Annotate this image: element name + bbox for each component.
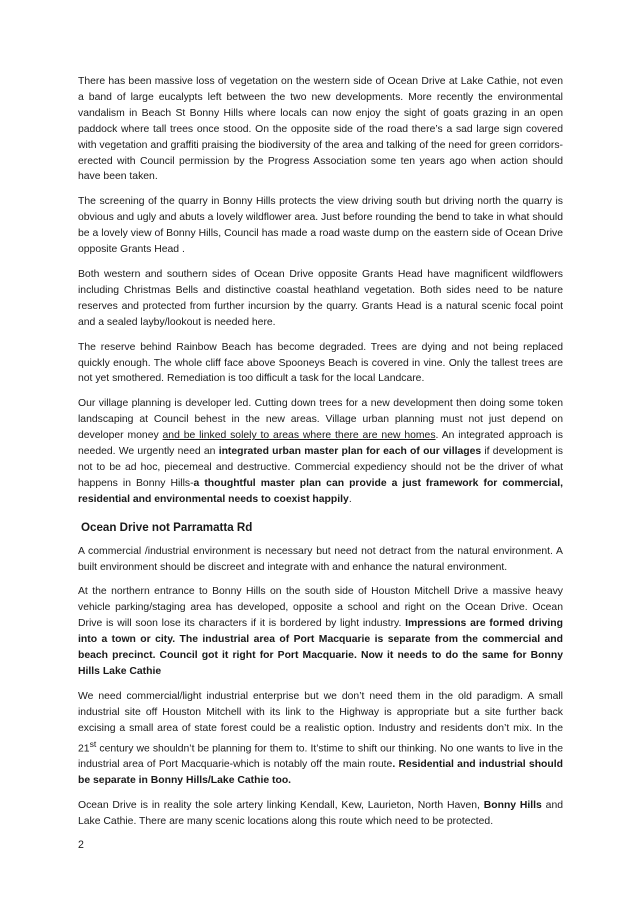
text-run: Our village planning is developer led. Cutting down trees for a new development then doing some token landscaping at Council behest in the new areas. Village urban planning must not just depend on developer money	[78, 398, 563, 442]
bold-text: . Residential and industrial should be separate in Bonny Hills/Lake Cathie too.	[78, 759, 563, 786]
bold-text: a thoughtful master plan can provide a just framework for commercial, residential and environmental needs to coexist happily	[78, 477, 563, 505]
paragraph-village-planning	[78, 396, 563, 507]
text-run: .	[348, 493, 352, 505]
paragraph-rainbow-beach: The reserve behind Rainbow Beach has become degraded. Trees are dying and not being replaced quickly enough. The whole cliff face above Spooneys Beach is covered in vine. Only the tallest trees are not yet smothered. Remediation is too difficult a task for the local Landcare.	[78, 341, 563, 385]
paragraph-ocean-drive-artery	[78, 798, 563, 830]
text-run: century we shouldn’t be planning for them to. It’stime to shift our thinking. No one wants to live in the industrial area of Port Macquarie-which is notably off the main route	[78, 743, 563, 770]
paragraph-grants-head: Both western and southern sides of Ocean Drive opposite Grants Head have magnificent wildflowers including Christmas Bells and distinctive coastal heathland vegetation. Both sides need to be nature reserves and protected from further incursion by the quarry. Grants Head is a natural scenic focal point and a sealed layby/lookout is needed here.	[78, 268, 563, 328]
document-body	[78, 74, 563, 830]
text-run: Ocean Drive is in reality the sole artery linking Kendall, Kew, Laurieton, North Haven,	[78, 799, 484, 811]
underlined-text: and be linked solely to areas where there are new homes	[162, 430, 436, 442]
paragraph-commercial-environment: A commercial /industrial environment is necessary but need not detract from the natural environment. A built environment should be discreet and integrate with and enhance the natural environment.	[78, 545, 563, 573]
section-heading: Ocean Drive not Parramatta Rd	[81, 520, 253, 534]
bold-text: Impressions are formed driving into a town or city. The industrial area of Port Macquarie is separate from the commercial and beach precinct. Council got it right for Port Macquarie. Now it needs to do the same for Bonny Hills Lake Cathie	[78, 618, 564, 677]
text-run: if development is not to be ad hoc, piecemeal and destructive. Commercial expediency should not be the driver of what happens in Bonny Hills-	[78, 446, 564, 489]
text-run: We need commercial/light industrial enterprise but we don’t need them in the old paradigm. A small industrial site off Houston Mitchell with its link to the Highway is appropriate but a site further back excising a small area of state forest could be a realistic option. Industry and residents don’t mix. In the 21	[78, 690, 563, 755]
paragraph-vegetation-loss: There has been massive loss of vegetation on the western side of Ocean Drive at Lake Cathie, not even a band of large eucalypts left between the two new developments. More recently the environmental vandalism in Beach St Bonny Hills where locals can now enjoy the sight of goats grazing in an open paddock where tall trees once stood. On the opposite side of the road there’s a sad large sign covered with vegetation and graffiti praising the biodiversity of the area and talking of the need for green corridors- erected with Council permission by the Progress Association some ten years ago when action should have been taken.	[78, 76, 563, 183]
text-run: and Lake Cathie. There are many scenic locations along this route which need to be protected.	[78, 799, 563, 827]
text-run: At the northern entrance to Bonny Hills on the south side of Houston Mitchell Drive a massive heavy vehicle parking/staging area has developed, opposite a school and right on the Ocean Drive. Ocean Drive is will soon lose its characters if it is bordered by light industry.	[78, 586, 563, 630]
paragraph-industrial-enterprise	[78, 689, 563, 789]
text-run: . An integrated approach is needed. We urgently need an	[78, 430, 563, 458]
superscript: st	[89, 738, 97, 749]
paragraph-quarry-screening: The screening of the quarry in Bonny Hills protects the view driving south but driving north the quarry is obvious and ugly and abuts a lovely wildflower area. Just before rounding the bend to take in what should be a lovely view of Bonny Hills, Council has made a road waste dump on the eastern side of Ocean Drive opposite Grants Head .	[78, 196, 563, 256]
paragraph-northern-entrance	[78, 584, 563, 679]
bold-text: integrated urban master plan for each of our villages	[218, 446, 482, 458]
bold-text: Bonny Hills	[483, 799, 542, 811]
page-number: 2	[78, 839, 84, 851]
